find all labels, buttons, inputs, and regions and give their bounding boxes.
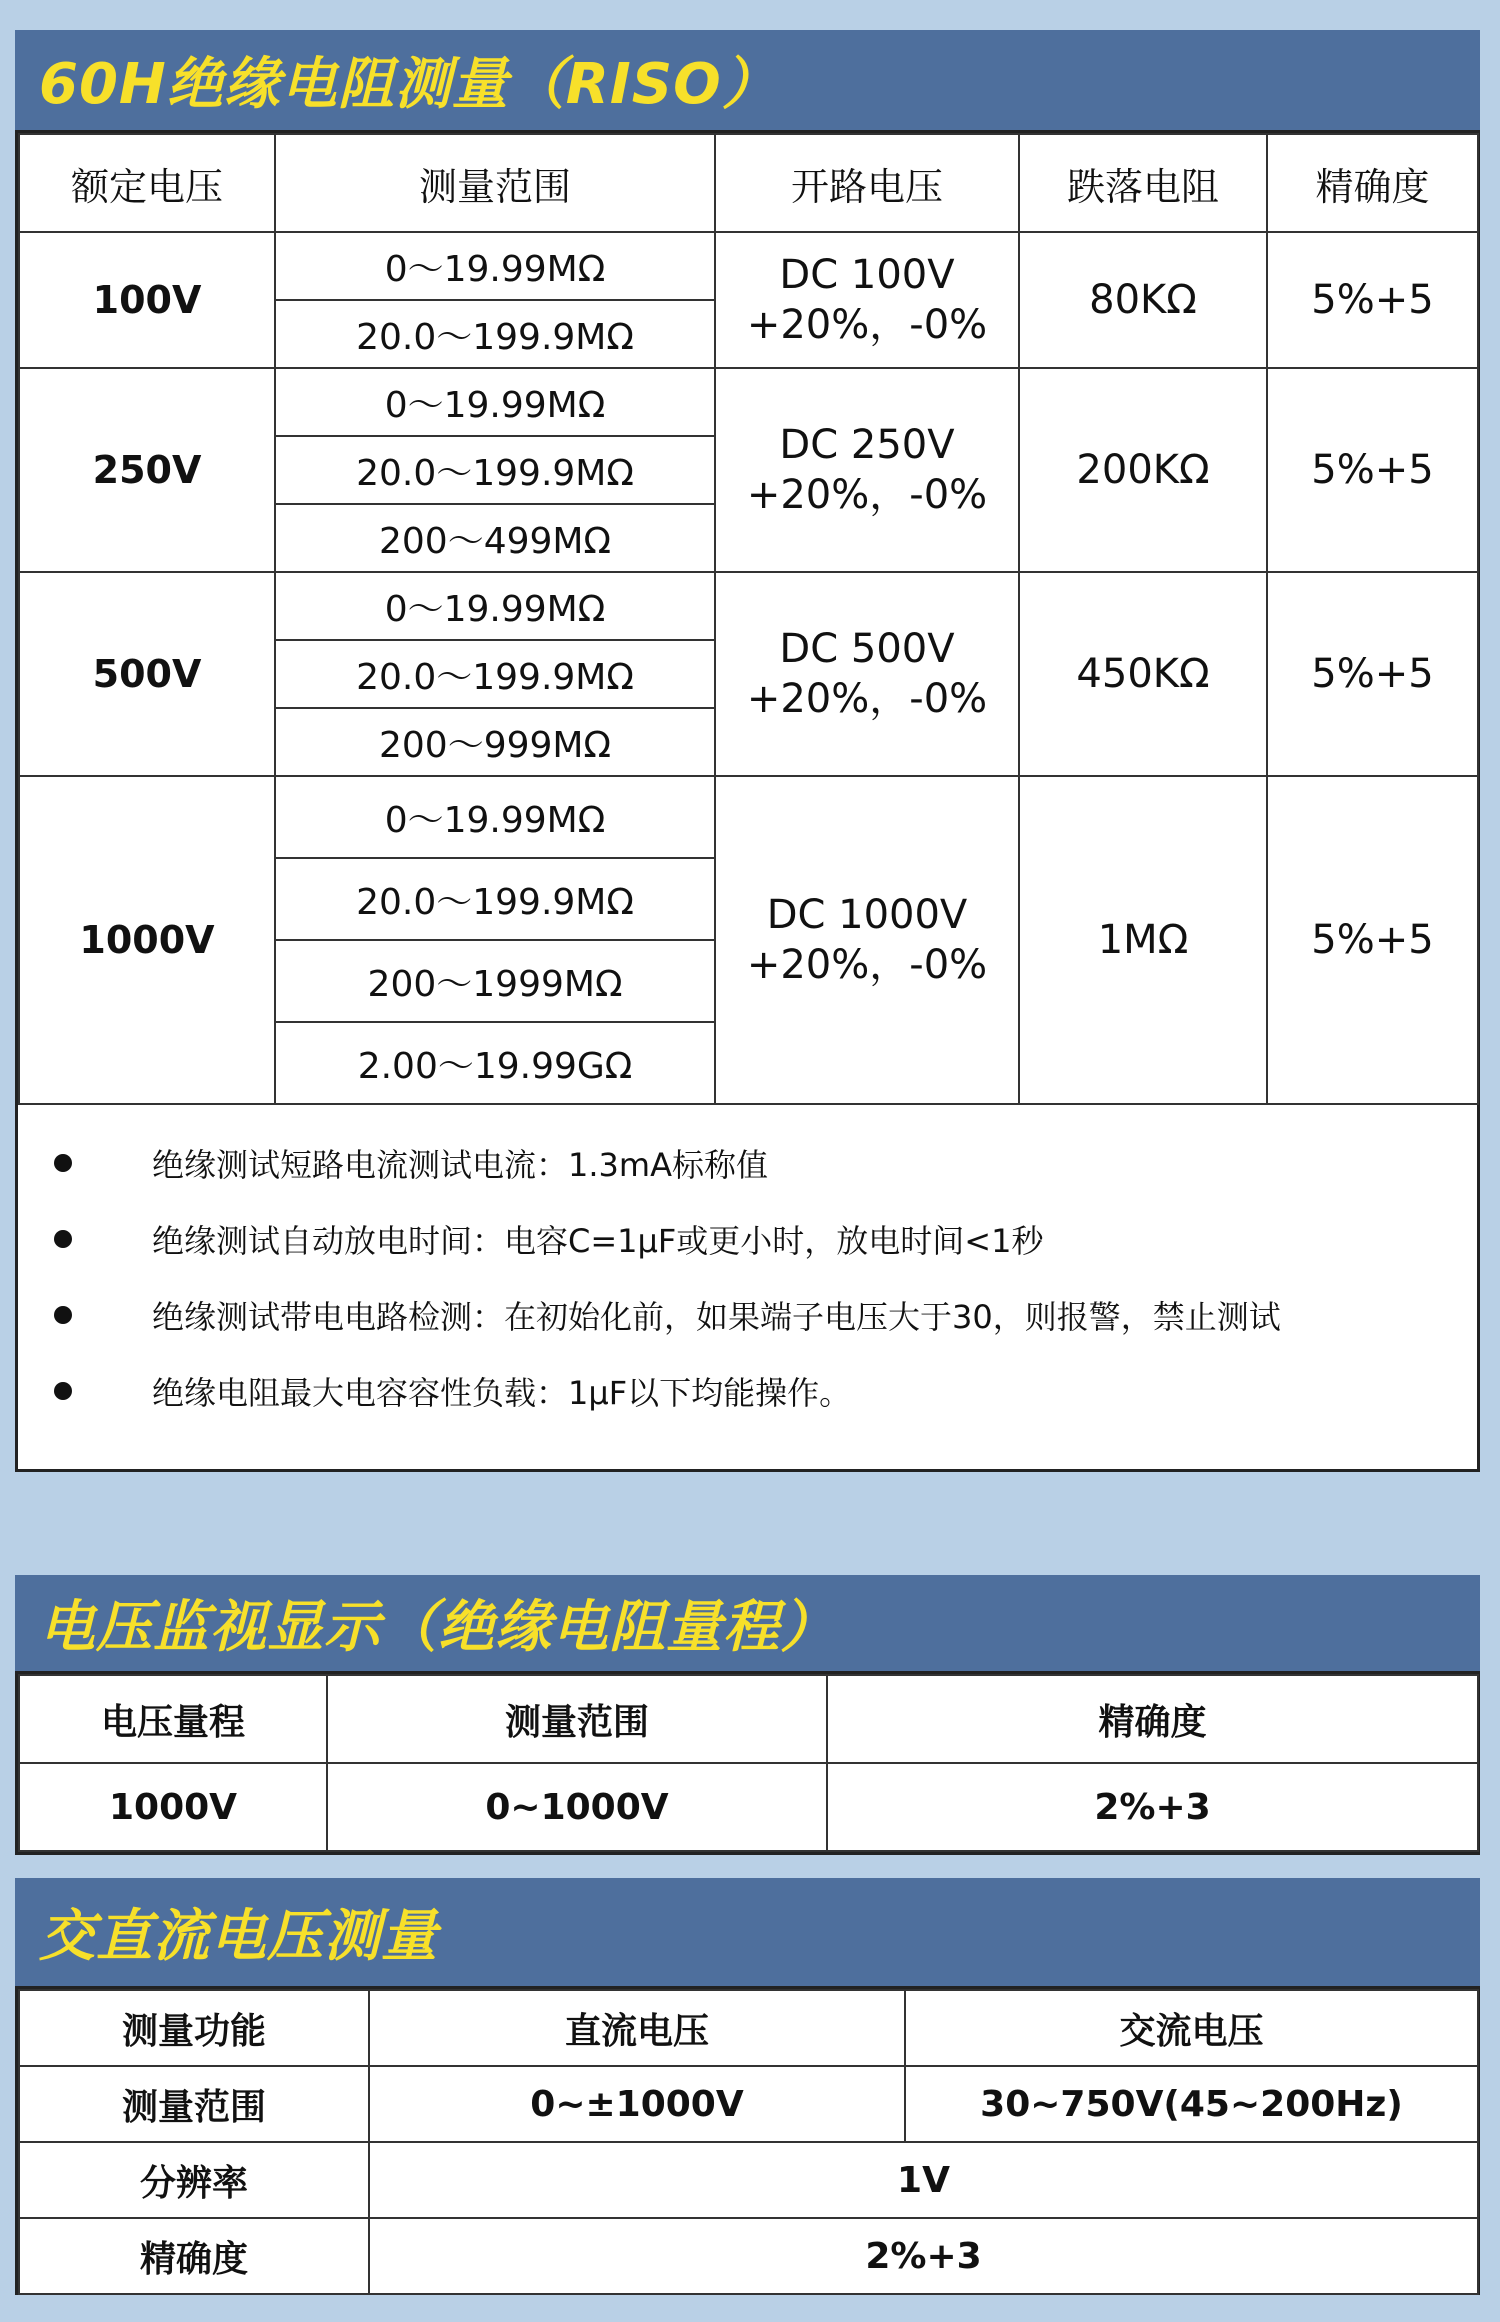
dc-range-value: 0~±1000V	[369, 2066, 905, 2142]
header-accuracy: 精确度	[1267, 134, 1478, 232]
section-acdc-voltage	[15, 1878, 1480, 2295]
open-voltage-tolerance: +20%，-0%	[746, 676, 988, 722]
open-voltage-value: DC 250V	[779, 422, 955, 468]
open-voltage-value: DC 1000V	[766, 892, 968, 938]
table-header-row	[19, 1675, 1478, 1763]
voltage-range-value: 1000V	[19, 1763, 327, 1851]
range-cell: 20.0～199.9MΩ	[275, 436, 715, 504]
range-cell: 20.0～199.9MΩ	[275, 858, 715, 940]
range-cell: 0～19.99MΩ	[275, 776, 715, 858]
ac-voltage-header: 交流电压	[905, 1990, 1478, 2066]
open-voltage	[715, 232, 1019, 368]
list-item	[18, 1353, 1477, 1429]
section-title: 交直流电压测量	[39, 1904, 438, 1969]
note-text: 绝缘测试带电电路检测：在初始化前，如果端子电压大于30，则报警，禁止测试	[152, 1298, 1281, 1336]
acdc-panel	[15, 1986, 1480, 2295]
range-cell: 0～19.99MΩ	[275, 368, 715, 436]
accuracy: 5%+5	[1267, 232, 1478, 368]
range-cell: 200～999MΩ	[275, 708, 715, 776]
table-row	[19, 1990, 1478, 2066]
list-item	[18, 1125, 1477, 1201]
table-row	[19, 368, 1478, 436]
ac-range-value: 30~750V(45~200Hz)	[905, 2066, 1478, 2142]
drop-resistance: 200KΩ	[1019, 368, 1267, 572]
section-title: 60H绝缘电阻测量（RISO）	[39, 52, 779, 117]
bullet-icon	[54, 1306, 72, 1324]
section-header	[15, 30, 1480, 130]
accuracy: 5%+5	[1267, 368, 1478, 572]
note-text: 绝缘测试短路电流测试电流：1.3mA标称值	[152, 1146, 768, 1184]
accuracy-value: 2%+3	[827, 1763, 1478, 1851]
section-header	[15, 1575, 1480, 1671]
table-row	[19, 2142, 1478, 2218]
header-range: 测量范围	[327, 1675, 827, 1763]
voltage-monitor-table	[18, 1674, 1479, 1852]
rated-voltage: 500V	[19, 572, 275, 776]
open-voltage	[715, 776, 1019, 1104]
open-voltage-tolerance: +20%，-0%	[746, 472, 988, 518]
table-row	[19, 572, 1478, 640]
table-row	[19, 2218, 1478, 2294]
drop-resistance: 80KΩ	[1019, 232, 1267, 368]
label-resolution: 分辨率	[19, 2142, 369, 2218]
section-insulation-resistance	[15, 30, 1480, 1472]
open-voltage-tolerance: +20%，-0%	[746, 942, 988, 988]
open-voltage-tolerance: +20%，-0%	[746, 302, 988, 348]
insulation-panel	[15, 130, 1480, 1472]
label-function: 测量功能	[19, 1990, 369, 2066]
header-accuracy: 精确度	[827, 1675, 1478, 1763]
accuracy: 5%+5	[1267, 572, 1478, 776]
accuracy: 5%+5	[1267, 776, 1478, 1104]
rated-voltage: 1000V	[19, 776, 275, 1104]
rated-voltage: 250V	[19, 368, 275, 572]
notes-list	[18, 1105, 1477, 1469]
accuracy-value: 2%+3	[369, 2218, 1478, 2294]
range-value: 0~1000V	[327, 1763, 827, 1851]
header-open-voltage: 开路电压	[715, 134, 1019, 232]
table-row	[19, 2066, 1478, 2142]
open-voltage	[715, 368, 1019, 572]
note-text: 绝缘测试自动放电时间：电容C=1μF或更小时，放电时间<1秒	[152, 1222, 1044, 1260]
voltage-monitor-panel	[15, 1671, 1480, 1855]
table-row	[19, 232, 1478, 300]
bullet-icon	[54, 1230, 72, 1248]
insulation-table	[18, 133, 1479, 1105]
section-header	[15, 1878, 1480, 1986]
label-accuracy: 精确度	[19, 2218, 369, 2294]
rated-voltage: 100V	[19, 232, 275, 368]
bullet-icon	[54, 1154, 72, 1172]
bullet-icon	[54, 1382, 72, 1400]
range-cell: 0～19.99MΩ	[275, 232, 715, 300]
header-voltage-range: 电压量程	[19, 1675, 327, 1763]
table-row	[19, 1763, 1478, 1851]
range-cell: 2.00～19.99GΩ	[275, 1022, 715, 1104]
range-cell: 20.0～199.9MΩ	[275, 640, 715, 708]
list-item	[18, 1277, 1477, 1353]
open-voltage	[715, 572, 1019, 776]
range-cell: 20.0～199.9MΩ	[275, 300, 715, 368]
table-row	[19, 776, 1478, 858]
header-rated-voltage: 额定电压	[19, 134, 275, 232]
range-cell: 0～19.99MΩ	[275, 572, 715, 640]
label-range: 测量范围	[19, 2066, 369, 2142]
resolution-value: 1V	[369, 2142, 1478, 2218]
range-cell: 200～1999MΩ	[275, 940, 715, 1022]
drop-resistance: 450KΩ	[1019, 572, 1267, 776]
list-item	[18, 1201, 1477, 1277]
range-cell: 200～499MΩ	[275, 504, 715, 572]
dc-voltage-header: 直流电压	[369, 1990, 905, 2066]
table-header-row	[19, 134, 1478, 232]
note-text: 绝缘电阻最大电容容性负载：1μF以下均能操作。	[152, 1374, 852, 1412]
header-range: 测量范围	[275, 134, 715, 232]
section-voltage-monitor	[15, 1575, 1480, 1855]
section-title: 电压监视显示（绝缘电阻量程）	[39, 1595, 837, 1660]
acdc-table	[18, 1989, 1479, 2295]
header-drop-resistance: 跌落电阻	[1019, 134, 1267, 232]
open-voltage-value: DC 100V	[779, 252, 955, 298]
drop-resistance: 1MΩ	[1019, 776, 1267, 1104]
open-voltage-value: DC 500V	[779, 626, 955, 672]
